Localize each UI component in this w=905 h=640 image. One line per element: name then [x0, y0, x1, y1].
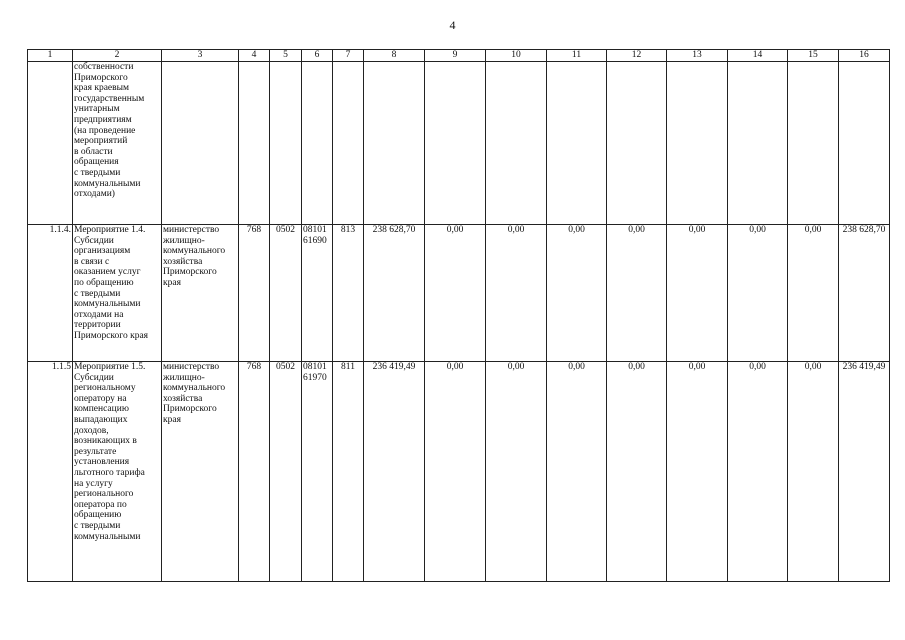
cell-executor: министерство жилищно- коммунального хозяйства Приморского края [162, 225, 239, 362]
cell-c8: 236 419,49 [364, 362, 425, 582]
col-header-4: 4 [239, 50, 270, 62]
cell-c5: 0502 [270, 362, 302, 582]
cell-c11 [547, 62, 607, 225]
cell-c14: 0,00 [728, 225, 788, 362]
table-row [28, 362, 890, 582]
col-header-5: 5 [270, 50, 302, 62]
cell-c8: 238 628,70 [364, 225, 425, 362]
col-header-6: 6 [302, 50, 333, 62]
cell-c9 [425, 62, 486, 225]
col-header-8: 8 [364, 50, 425, 62]
cell-name: Мероприятие 1.4. Субсидии организациям в связи с оказанием услуг по обращению с твердыми коммунальными отходами на территории Приморского края [73, 225, 162, 362]
col-header-10: 10 [486, 50, 547, 62]
cell-c15: 0,00 [788, 225, 839, 362]
cell-c7: 811 [333, 362, 364, 582]
cell-num: 1.1.5 [28, 362, 73, 582]
cell-c5 [270, 62, 302, 225]
cell-c14: 0,00 [728, 362, 788, 582]
budget-table [27, 49, 890, 582]
cell-c13: 0,00 [667, 225, 728, 362]
cell-c16: 238 628,70 [839, 225, 890, 362]
cell-c14 [728, 62, 788, 225]
cell-c10: 0,00 [486, 225, 547, 362]
cell-executor: министерство жилищно- коммунального хозяйства Приморского края [162, 362, 239, 582]
cell-c11: 0,00 [547, 225, 607, 362]
cell-c4 [239, 62, 270, 225]
col-header-15: 15 [788, 50, 839, 62]
cell-c11: 0,00 [547, 362, 607, 582]
cell-c4: 768 [239, 225, 270, 362]
cell-c6: 08101 61970 [302, 362, 333, 582]
cell-c15: 0,00 [788, 362, 839, 582]
cell-c4: 768 [239, 362, 270, 582]
cell-c16 [839, 62, 890, 225]
cell-name: Мероприятие 1.5. Субсидии региональному оператору на компенсацию выпадающих доходов, возникающих в результате установления льготного тарифа на услугу регионального оператора по обращению с твердыми коммунальными [73, 362, 162, 582]
col-header-11: 11 [547, 50, 607, 62]
col-header-9: 9 [425, 50, 486, 62]
cell-c6 [302, 62, 333, 225]
col-header-1: 1 [28, 50, 73, 62]
col-header-14: 14 [728, 50, 788, 62]
cell-c6: 08101 61690 [302, 225, 333, 362]
header-row [28, 50, 890, 62]
cell-c7: 813 [333, 225, 364, 362]
cell-c9: 0,00 [425, 362, 486, 582]
cell-c12: 0,00 [607, 225, 667, 362]
col-header-16: 16 [839, 50, 890, 62]
cell-num: 1.1.4. [28, 225, 73, 362]
cell-num [28, 62, 73, 225]
col-header-13: 13 [667, 50, 728, 62]
cell-c12: 0,00 [607, 362, 667, 582]
col-header-12: 12 [607, 50, 667, 62]
table-row [28, 225, 890, 362]
cell-c10 [486, 62, 547, 225]
cell-c13: 0,00 [667, 362, 728, 582]
cell-name: собственности Приморского края краевым государственным унитарным предприятиям (на проведение мероприятий в области обращения с твердыми коммунальными отходами) [73, 62, 162, 225]
col-header-7: 7 [333, 50, 364, 62]
col-header-3: 3 [162, 50, 239, 62]
cell-c16: 236 419,49 [839, 362, 890, 582]
col-header-2: 2 [73, 50, 162, 62]
table-row [28, 62, 890, 225]
cell-c5: 0502 [270, 225, 302, 362]
page-number: 4 [449, 18, 456, 32]
cell-c12 [607, 62, 667, 225]
cell-c10: 0,00 [486, 362, 547, 582]
cell-c13 [667, 62, 728, 225]
cell-c15 [788, 62, 839, 225]
cell-c7 [333, 62, 364, 225]
cell-executor [162, 62, 239, 225]
cell-c9: 0,00 [425, 225, 486, 362]
cell-c8 [364, 62, 425, 225]
